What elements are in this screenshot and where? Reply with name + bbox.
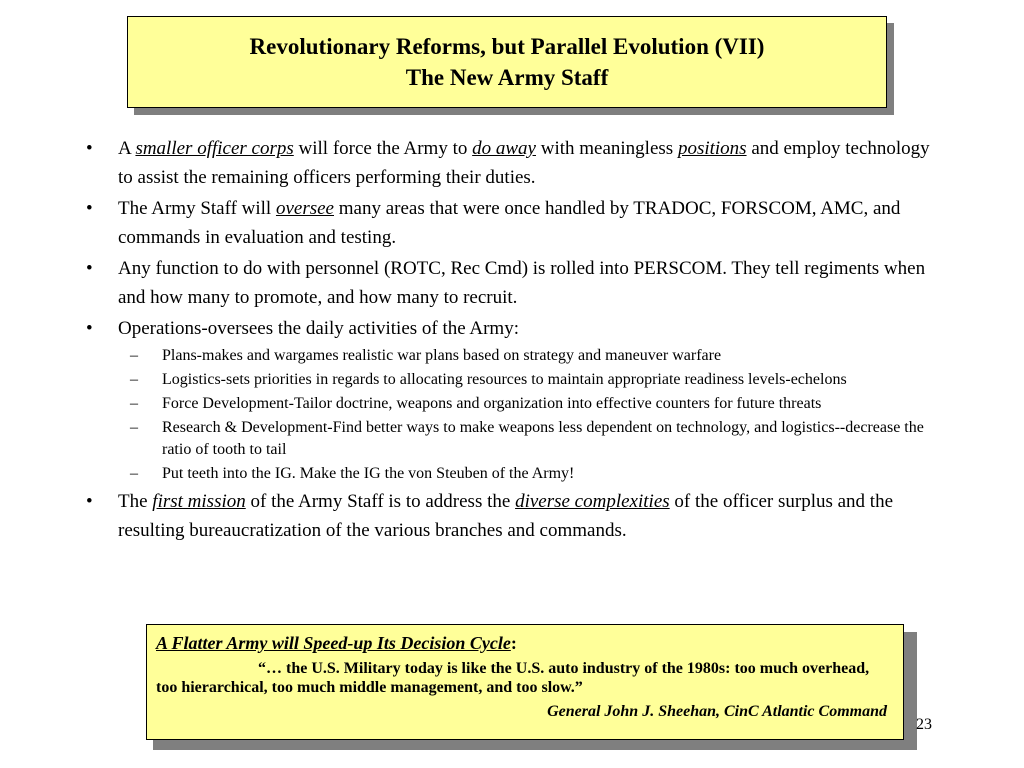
bullet-mark: • [86,318,93,339]
emphasis-text: do away [472,138,536,159]
sub-bullet-text: Research & Development-Find better ways to make weapons less dependent on technology, and logistics--decrease the ratio of tooth to tail [162,419,924,458]
dash-mark: – [130,371,138,388]
bullet-item [72,194,942,252]
bullet-item [72,134,942,192]
quote-heading: A Flatter Army will Speed-up Its Decision Cycle: [156,633,517,653]
dash-mark: – [130,347,138,364]
slide-title: Revolutionary Reforms, but Parallel Evolution (VII) [249,34,765,59]
bullet-mark: • [86,258,93,279]
quote-attribution: General John J. Sheehan, CinC Atlantic Command [547,703,887,720]
dash-mark: – [130,395,138,412]
bullet-item [72,487,942,545]
sub-bullet-item [72,417,942,461]
dash-mark: – [130,419,138,436]
bullet-text: The Army Staff will oversee many areas that were once handled by TRADOC, FORSCOM, AMC, and commands in evaluation and testing. [118,198,901,248]
quote-box [146,624,904,740]
bullet-mark: • [86,198,93,219]
emphasis-text: smaller officer corps [135,138,294,159]
sub-bullet-item [72,369,942,391]
sub-bullet-text: Force Development-Tailor doctrine, weapons and organization into effective counters for future threats [162,395,822,412]
sub-bullet-item [72,463,942,485]
slide-subtitle: The New Army Staff [405,65,609,90]
bullet-item [72,314,942,343]
bullet-mark: • [86,138,93,159]
emphasis-text: first mission [152,491,246,512]
sub-bullet-text: Plans-makes and wargames realistic war plans based on strategy and maneuver warfare [162,347,722,364]
dash-mark: – [130,465,138,482]
sub-bullet-item [72,345,942,367]
bullet-mark: • [86,491,93,512]
sub-bullet-text: Put teeth into the IG. Make the IG the von Steuben of the Army! [162,465,575,482]
emphasis-text: diverse complexities [515,491,670,512]
bullet-text: A smaller officer corps will force the Army to do away with meaningless positions and employ technology to assist the remaining officers performing their duties. [118,138,930,188]
page-number: 23 [916,716,932,733]
bullet-item [72,254,942,312]
sub-bullet-item [72,393,942,415]
bullet-text: The first mission of the Army Staff is to address the diverse complexities of the officer surplus and the resulting bureaucratization of the various branches and commands. [118,491,894,541]
title-box [127,16,887,108]
emphasis-text: positions [677,138,747,159]
quote-text: “… the U.S. Military today is like the U.S. auto industry of the 1980s: too much overhead, too hierarchical, too much middle management, and too slow.” [156,660,870,696]
bullet-text: Any function to do with personnel (ROTC, Rec Cmd) is rolled into PERSCOM. They tell regiments when and how many to promote, and how many to recruit. [118,258,926,308]
bullet-text: Operations-oversees the daily activities of the Army: [118,318,519,339]
emphasis-text: oversee [275,198,334,219]
bullet-list [72,134,942,547]
sub-bullet-text: Logistics-sets priorities in regards to allocating resources to maintain appropriate readiness levels-echelons [162,371,847,388]
